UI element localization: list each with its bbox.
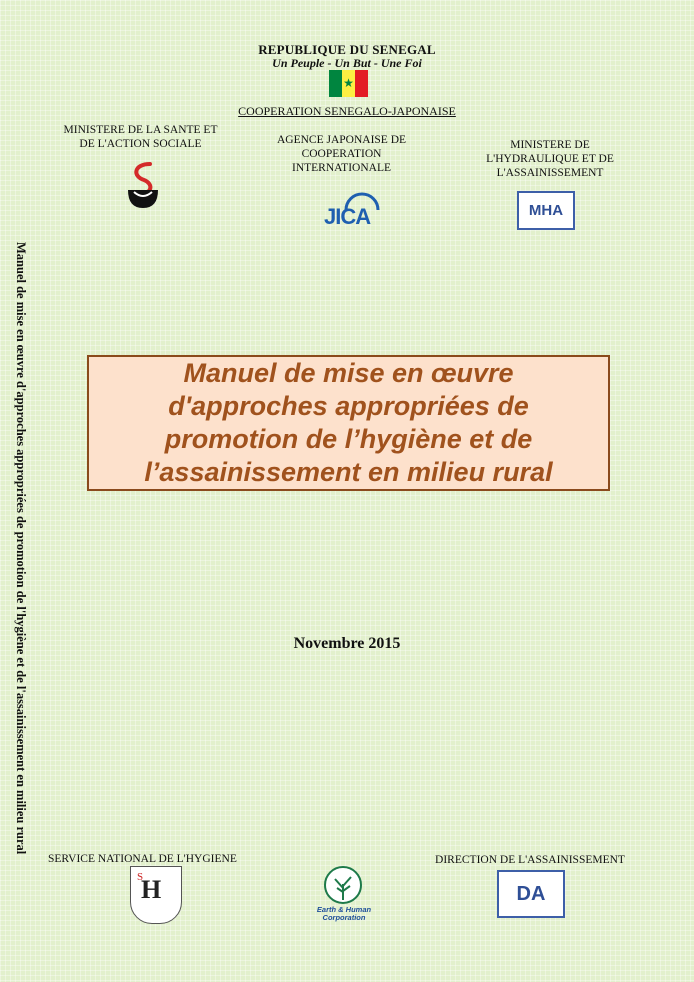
- country-title: REPUBLIQUE DU SENEGAL: [258, 42, 436, 57]
- title-line: d'approches appropriées de: [168, 391, 529, 421]
- main-title: [144, 357, 552, 489]
- org-mha: [470, 138, 630, 180]
- org-snh-name: SERVICE NATIONAL DE L'HYGIENE: [48, 853, 237, 865]
- senegal-flag-icon: ★: [329, 70, 368, 97]
- org-name-line: COOPERATION: [301, 148, 382, 160]
- spine-title: Manuel de mise en œuvre d'approches appropriées de promotion de l'hygiène et de l'assainissement en milieu rural: [14, 242, 28, 855]
- org-da-name: DIRECTION DE L'ASSAINISSEMENT: [435, 854, 625, 866]
- title-line: promotion de l’hygiène et de: [164, 424, 533, 454]
- da-logo: DA: [497, 870, 565, 918]
- title-line: l’assainissement en milieu rural: [144, 457, 553, 487]
- tree-logo: Earth & Human Corporation: [309, 866, 379, 924]
- org-name-line: L'HYDRAULIQUE ET DE: [486, 153, 614, 165]
- snake-cup-logo: [122, 160, 164, 212]
- national-motto: Un Peuple - Un But - Une Foi: [272, 56, 422, 70]
- mha-logo: MHA: [517, 191, 575, 230]
- main-title-box: [87, 355, 610, 491]
- org-jica: [254, 133, 429, 175]
- org-name-line: MINISTERE DE LA SANTE ET: [63, 124, 218, 136]
- org-name-line: MINISTERE DE: [510, 139, 590, 151]
- jica-logo: JICA: [316, 190, 386, 234]
- org-name-line: INTERNATIONALE: [291, 162, 391, 174]
- snh-logo: H S: [130, 866, 182, 924]
- org-name-line: AGENCE JAPONAISE DE: [276, 134, 407, 146]
- org-name-line: DE L'ACTION SOCIALE: [79, 138, 202, 150]
- org-name-line: L'ASSAINISSEMENT: [496, 167, 604, 179]
- title-line: Manuel de mise en œuvre: [183, 358, 514, 388]
- org-ministere-sante: [48, 123, 233, 151]
- publication-date: Novembre 2015: [293, 635, 401, 652]
- cooperation-label: COOPERATION SENEGALO-JAPONAISE: [238, 104, 456, 118]
